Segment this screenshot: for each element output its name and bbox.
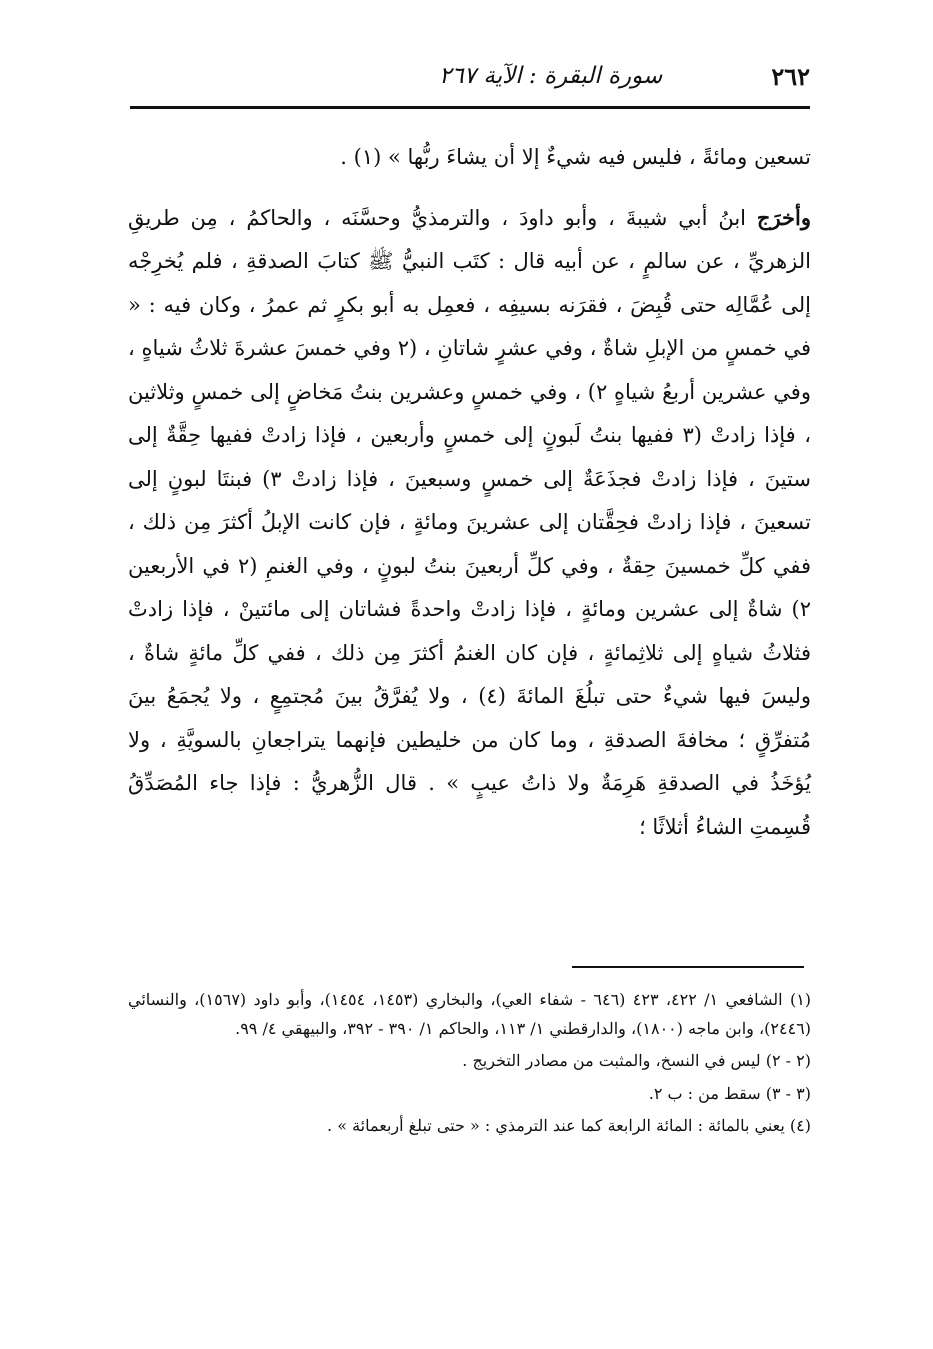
- footnote: (١) الشافعي ١/ ٤٢٢، ٤٢٣ (٦٤٦ - شفاء العي)، والبخاري (١٤٥٣، ١٤٥٤)، وأبو داود (١٥٦٧)، والنسائي (٢٤٤٦)، وابن ماجه (١٨٠٠)، والدارقطني ١/ ١١٣، والحاكم ١/ ٣٩٠ - ٣٩٢، والبيهقي ٤/ ٩٩.: [128, 990, 812, 1038]
- paragraph-body: ابنُ أبي شيبةَ ، وأبو داودَ ، والترمذيُّ وحسَّنَه ، والحاكمُ ، مِن طريقِ الزهريِّ ، عن سالمٍ ، عن أبيه قال : كتَب النبيُّ ﷺ كتابَ الصدقةِ ، فلم يُخرِجْه إلى عُمَّالِه حتى قُبِضَ ، فقرَنه بسيفِه ، فعمِل به أبو بكرٍ ثم عمرُ ، وكان فيه : « في خمسٍ من الإبلِ شاةٌ ، وفي عشرٍ شاتانِ ، (٢ وفي خمسَ عشرةَ ثلاثُ شياهٍ ، وفي عشرين أربعُ شياهٍ ٢) ، وفي خمسٍ وعشرين بنتُ مَخاضٍ إلى خمسٍ وثلاثين ، فإذا زادتْ (٣ ففيها بنتُ لَبونٍ إلى خمسٍ وأربعين ، فإذا زادتْ ففيها حِقَّةٌ إلى ستينَ ، فإذا زادتْ فجذَعَةٌ إلى خمسٍ وسبعينَ ، فإذا زادتْ ٣) فبنتَا لبونٍ إلى تسعينَ ، فإذا زادتْ فحِقَّتان إلى عشرينَ ومائةٍ ، فإن كانت الإبلُ أكثرَ مِن ذلك ، ففي كلِّ خمسينَ حِقةٌ ، وفي كلِّ أربعينَ بنتُ لبونٍ ، وفي الغنمِ (٢ في الأربعين ٢) شاةٌ إلى عشرين ومائةٍ ، فإذا زادتْ واحدةً فشاتان إلى مائتينْ ، فإذا زادتْ فثلاثُ شياهٍ إلى ثلاثِمائةٍ ، فإن كان الغنمُ أكثرَ مِن ذلك ، ففي كلِّ مائةٍ شاةٌ ، وليسَ فيها شيءٌ حتى تبلُغَ المائةَ (٤) ، ولا يُفرَّقُ بينَ مُجتمِعٍ ، ولا يُجمَعُ بينَ مُتفرِّقٍ ؛ مخافةَ الصدقةِ ، وما كان من خليطين فإنهما يتراجعانِ بالسويَّةِ ، ولا يُؤخَذُ في الصدقةِ هَرِمَةٌ ولا ذاتُ عيبٍ » . قال الزُّهريُّ : فإذا جاء المُصَدِّقُ قُسِمتِ الشاءُ أثلاثًا ؛: [128, 205, 811, 839]
- running-title: سورة البقرة : الآية ٢٦٧: [439, 63, 663, 89]
- header-rule: [130, 106, 810, 109]
- footnote: (٢ - ٢) ليس في النسخ، والمثبت من مصادر التخريج .: [462, 1051, 811, 1070]
- paragraph-lead-word: وأخرَج: [756, 204, 811, 230]
- page-header: [130, 50, 810, 102]
- footnotes: [128, 986, 811, 1145]
- paragraph-continuation: تسعين ومائةً ، فليس فيه شيءٌ إلا أن يشاءَ ربُّها » (١) .: [340, 145, 811, 169]
- paragraph-hadith: [128, 196, 811, 850]
- main-text: [128, 136, 811, 849]
- page-number: ٢٦٢: [771, 61, 810, 91]
- footnote: (٤) يعني بالمائة : المائة الرابعة كما عند الترمذي : « حتى تبلغ أربعمائة » .: [327, 1116, 811, 1135]
- footnote-separator: [572, 966, 804, 968]
- footnote: (٣ - ٣) سقط من : ب ٢.: [648, 1083, 811, 1103]
